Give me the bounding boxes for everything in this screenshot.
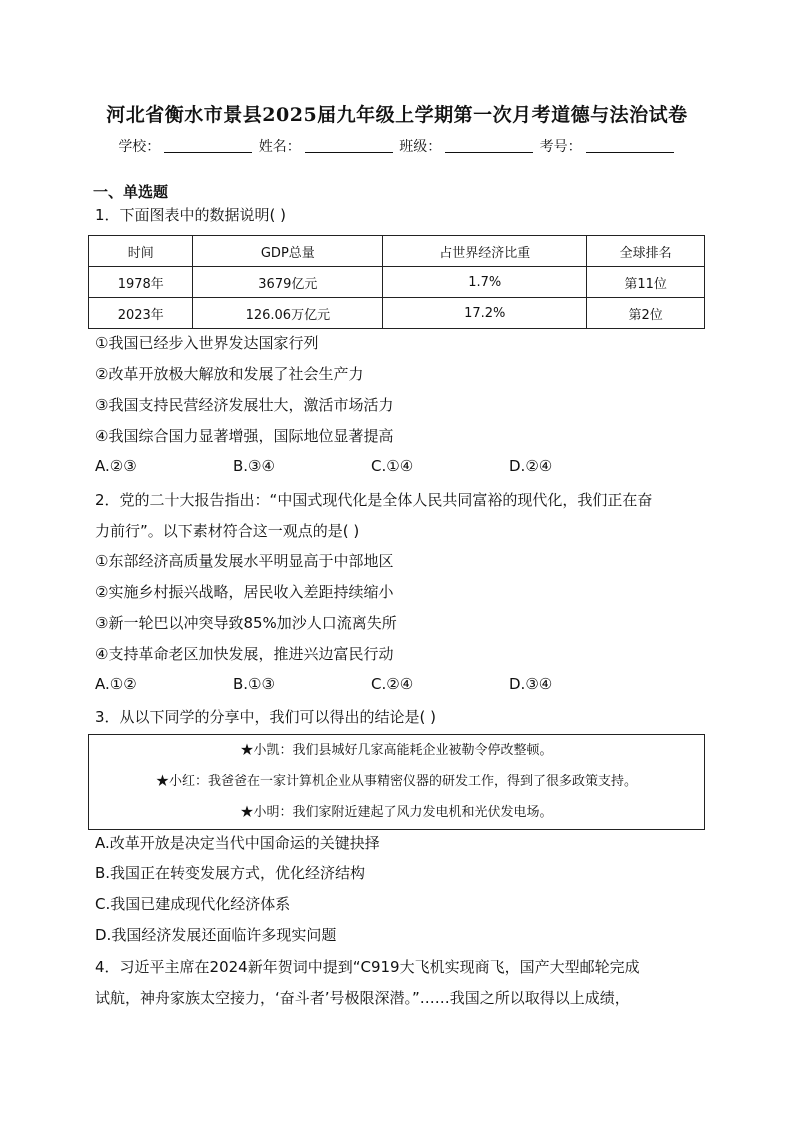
gdp-data-table — [88, 235, 705, 329]
student-info-row — [0, 136, 794, 156]
table-row — [89, 298, 705, 329]
option-b[interactable]: B.①③ — [233, 675, 275, 693]
table-header-cell: 全球排名 — [587, 236, 705, 267]
option-d[interactable]: D.③④ — [509, 675, 553, 693]
table-cell: 第11位 — [587, 267, 705, 298]
option-d[interactable]: D.我国经济发展还面临许多现实问题 — [95, 926, 337, 944]
sharing-line: ★小红：我爸爸在一家计算机企业从事精密仪器的研发工作，得到了很多政策支持。 — [155, 774, 637, 789]
sharing-line: ★小凯：我们县城好几家高能耗企业被勒令停改整顿。 — [240, 743, 553, 758]
student-sharing-box — [88, 734, 705, 830]
number-blank[interactable] — [586, 138, 674, 153]
option-c[interactable]: C.①④ — [371, 457, 414, 475]
question-1-item: ③我国支持民营经济发展壮大，激活市场活力 — [95, 396, 394, 414]
table-cell: 17.2% — [383, 298, 587, 329]
school-label: 学校： — [118, 139, 161, 155]
question-1-stem: 1．下面图表中的数据说明( ) — [95, 206, 287, 224]
table-header-cell: GDP总量 — [193, 236, 383, 267]
question-2-options — [95, 675, 655, 693]
number-label: 考号： — [539, 139, 582, 155]
table-cell: 第2位 — [587, 298, 705, 329]
name-blank[interactable] — [305, 138, 393, 153]
question-4-stem: 4．习近平主席在2024新年贺词中提到“C919大飞机实现商飞，国产大型邮轮完成 — [95, 958, 640, 976]
table-header-row — [89, 236, 705, 267]
table-cell: 1.7% — [383, 267, 587, 298]
table-row — [89, 267, 705, 298]
option-b[interactable]: B.③④ — [233, 457, 275, 475]
question-2-item: ②实施乡村振兴战略，居民收入差距持续缩小 — [95, 583, 394, 601]
class-blank[interactable] — [445, 138, 533, 153]
question-3-stem: 3．从以下同学的分享中，我们可以得出的结论是( ) — [95, 708, 437, 726]
table-header-cell: 占世界经济比重 — [383, 236, 587, 267]
question-2-stem: 2．党的二十大报告指出：“中国式现代化是全体人民共同富裕的现代化，我们正在奋 — [95, 491, 653, 509]
table-cell: 2023年 — [89, 298, 193, 329]
question-2-item: ③新一轮巴以冲突导致85%加沙人口流离失所 — [95, 614, 397, 632]
question-2-item: ①东部经济高质量发展水平明显高于中部地区 — [95, 552, 394, 570]
table-cell: 1978年 — [89, 267, 193, 298]
question-1-item: ④我国综合国力显著增强，国际地位显著提高 — [95, 427, 394, 445]
school-blank[interactable] — [164, 138, 252, 153]
sharing-line: ★小明：我们家附近建起了风力发电机和光伏发电场。 — [240, 805, 553, 820]
option-b[interactable]: B.我国正在转变发展方式，优化经济结构 — [95, 864, 366, 882]
question-1-item: ①我国已经步入世界发达国家行列 — [95, 334, 319, 352]
class-label: 班级： — [399, 139, 442, 155]
name-label: 姓名： — [258, 139, 301, 155]
option-c[interactable]: C.②④ — [371, 675, 414, 693]
table-cell: 3679亿元 — [193, 267, 383, 298]
question-1-item: ②改革开放极大解放和发展了社会生产力 — [95, 365, 364, 383]
question-2-item: ④支持革命老区加快发展，推进兴边富民行动 — [95, 645, 394, 663]
option-a[interactable]: A.①② — [95, 675, 137, 693]
exam-title: 河北省衡水市景县2025届九年级上学期第一次月考道德与法治试卷 — [106, 104, 688, 126]
question-4-stem: 试航，神舟家族太空接力，‘奋斗者’号极限深潜。”……我国之所以取得以上成绩， — [95, 989, 630, 1007]
section-heading: 一、单选题 — [93, 183, 169, 201]
option-a[interactable]: A.改革开放是决定当代中国命运的关键抉择 — [95, 834, 380, 852]
table-cell: 126.06万亿元 — [193, 298, 383, 329]
option-a[interactable]: A.②③ — [95, 457, 137, 475]
table-header-cell: 时间 — [89, 236, 193, 267]
option-c[interactable]: C.我国已建成现代化经济体系 — [95, 895, 291, 913]
question-2-stem: 力前行”。以下素材符合这一观点的是( ) — [95, 522, 360, 540]
question-1-options — [95, 457, 655, 475]
option-d[interactable]: D.②④ — [509, 457, 553, 475]
